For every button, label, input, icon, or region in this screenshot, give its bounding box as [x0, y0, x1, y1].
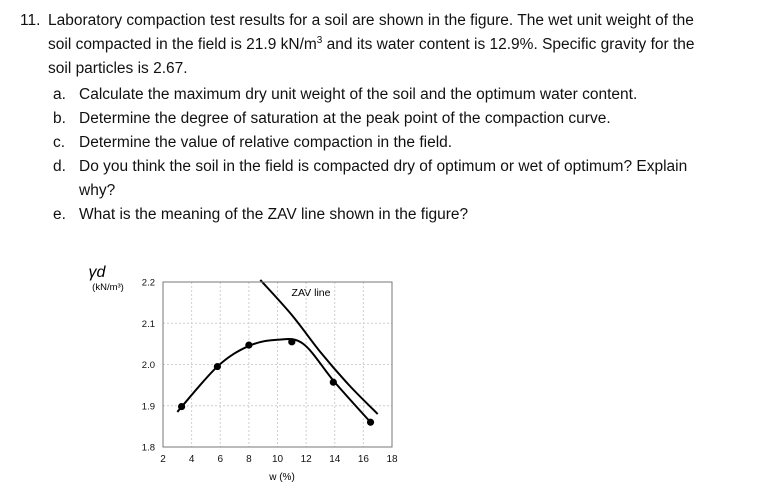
y-tick-label: 2.2 [141, 277, 155, 289]
item-b-text: Determine the degree of saturation at the peak point of the compaction curve. [79, 110, 611, 127]
question-line-1: Laboratory compaction test results for a soil are shown in the figure. The wet unit weight of the [48, 12, 694, 29]
y-axis-unit: (kN/m³) [92, 282, 124, 293]
x-axis-label: w (%) [269, 472, 295, 483]
question-number: 11. [20, 12, 41, 29]
x-tick-label: 6 [217, 454, 224, 465]
compaction-curve-point [245, 342, 252, 349]
x-tick-label: 10 [271, 454, 284, 465]
x-tick-label: 8 [246, 454, 252, 465]
zav-annotation: ZAV line [291, 287, 331, 299]
compaction-curve-line [177, 339, 370, 422]
question-line-2-rest: and its water content is 12.9%. Specific gravity for the [326, 36, 695, 53]
y-tick-label: 2.1 [141, 318, 155, 330]
item-d-text: Do you think the soil in the field is compacted dry of optimum or wet of optimum? Explain [79, 158, 688, 175]
x-tick-label: 16 [357, 454, 369, 465]
item-c-text: Determine the value of relative compaction in the field. [79, 134, 453, 151]
compaction-curve-point [214, 363, 221, 370]
item-a-letter: a. [53, 86, 66, 103]
y-tick-label: 1.8 [141, 442, 155, 454]
compaction-curve-point [367, 419, 374, 426]
x-tick-label: 14 [329, 454, 341, 465]
y-tick-label: 1.9 [141, 401, 155, 413]
item-d-letter: d. [53, 158, 66, 175]
item-a-text: Calculate the maximum dry unit weight of the soil and the optimum water content. [79, 86, 638, 103]
item-c-letter: c. [53, 134, 66, 151]
x-tick-label: 4 [188, 454, 195, 465]
item-d-text-cont: why? [79, 182, 116, 199]
tick-labels [142, 278, 398, 466]
compaction-curve-point [330, 379, 337, 386]
x-tick-label: 12 [300, 454, 312, 465]
compaction-curve-point [288, 338, 295, 345]
y-axis-symbol: γd [88, 264, 106, 281]
item-e-text: What is the meaning of the ZAV line shown in the figure? [79, 206, 469, 223]
question-line-3: soil particles is 2.67. [48, 60, 188, 77]
x-tick-label: 18 [386, 454, 398, 465]
item-e-letter: e. [53, 206, 66, 223]
question-line-2-text: soil compacted in the field is 21.9 kN/m [48, 36, 317, 53]
x-tick-label: 2 [160, 454, 166, 465]
item-b-letter: b. [53, 110, 66, 127]
grid [163, 282, 392, 447]
unit-superscript: 3 [316, 35, 323, 46]
compaction-curve-point [178, 403, 185, 410]
y-tick-label: 2.0 [141, 360, 155, 371]
